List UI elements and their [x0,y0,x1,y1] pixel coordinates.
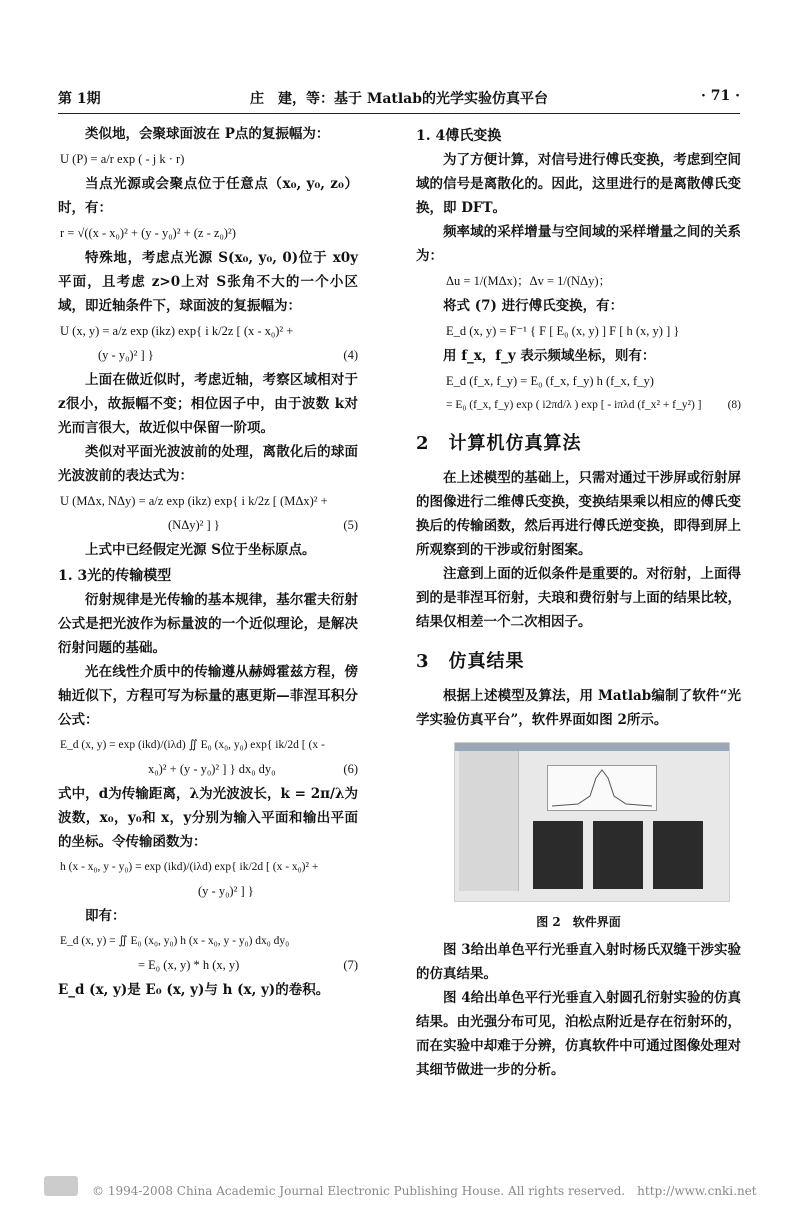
equation-4-line1: U (x, y) = a/z exp (ikz) exp{ i k/2z [ (x - x₀)² + [60,324,294,338]
equation-number: (7) [343,958,358,972]
equation-5-line1: U (MΔx, NΔy) = a/z exp (ikz) exp{ i k/2z [ (MΔx)² + [60,494,328,508]
paragraph: 将式 (7) 进行傅氏变换，有： [443,298,624,314]
paragraph: 图 3给出单色平行光垂直入射时杨氏双缝干涉实验的仿真结果。 [416,942,741,982]
intensity-plot [547,765,657,811]
equation-7-line2: = E₀ (x, y) * h (x, y) (7) [58,954,358,976]
equation-8-line2: = E₀ (f_x, f_y) exp ( i2πd/λ ) exp [ - iπλd (f_x² + f_y²) ] (8) [416,394,741,416]
section-heading-1-3: 1. 3光的传输模型 [58,568,172,584]
paragraph: E_d (x, y)是 E₀ (x, y)与 h (x, y)的卷积。 [58,982,330,998]
page-number: · 71 · [701,88,740,104]
paragraph: 式中，d为传输距离，λ为光波波长，k = 2π/λ为波数，x₀，y₀和 x，y分别为输入平面和输出平面的坐标。令传输函数为： [58,786,358,850]
paragraph: 根据上述模型及算法，用 Matlab编制了软件“光学实验仿真平台”，软件界面如图 2所示。 [416,688,741,728]
running-header [58,88,740,110]
header-rule [58,113,740,114]
paragraph: 图 4给出单色平行光垂直入射圆孔衍射实验的仿真结果。由光强分布可见，泊松点附近是存在衍射环的，而在实验中却难于分辨，仿真软件中可通过图像处理对其细节做进一步的分析。 [416,990,741,1078]
paragraph: 类似地，会聚球面波在 P点的复振幅为： [85,126,330,142]
paragraph: 在上述模型的基础上，只需对通过干涉屏或衍射屏的图像进行二维傅氏变换，变换结果乘以相应的傅氏变换后的传输函数，然后再进行傅氏逆变换，即得到屏上所观察到的干涉或衍射图案。 [416,470,741,558]
paragraph: 上面在做近似时，考虑近轴，考察区域相对于 z很小，故振幅不变；相位因子中，由于波数 k对光而言很大，故近似中保留一阶项。 [58,372,358,436]
intensity-curve [548,766,656,810]
running-title: 庄 建，等：基于 Matlab的光学实验仿真平台 [249,91,549,107]
equation-7-line1: E_d (x, y) = ∬ E₀ (x₀, y₀) h (x - x₀, y - y₀) dx₀ dy₀ [60,935,290,947]
paragraph: 频率域的采样增量与空间域的采样增量之间的关系为： [416,224,741,264]
pattern-pane-2 [593,821,643,889]
equation-fourier: E_d (x, y) = F⁻¹ { F [ E₀ (x, y) ] F [ h (x, y) ] } [446,324,680,338]
equation-2: r = √((x - x₀)² + (y - y₀)² + (z - z₀)²) [60,226,236,240]
section-heading-2: 2 计算机仿真算法 [416,433,582,454]
right-column [416,122,741,1082]
section-heading-1-4: 1. 4傅氏变换 [416,128,502,144]
issue-number: 第 1期 [58,91,101,107]
equation-5-line2: (NΔy)² ] } (5) [58,514,358,536]
window-titlebar [455,743,729,751]
paragraph: 为了方便计算，对信号进行傅氏变换，考虑到空间域的信号是离散化的。因此，这里进行的是离散傅氏变换，即 DFT。 [416,152,741,216]
paragraph: 类似对平面光波波前的处理，离散化后的球面光波波前的表达式为： [58,444,358,484]
control-panel [459,751,519,891]
paragraph: 光在线性介质中的传输遵从赫姆霍兹方程，傍轴近似下，方程可写为标量的惠更斯—菲涅耳积分公式： [58,664,358,728]
equation-6-line2: x₀)² + (y - y₀)² ] } dx₀ dy₀ (6) [58,758,358,780]
publisher-logo [44,1176,78,1196]
section-heading-3: 3 仿真结果 [416,651,525,672]
software-screenshot-figure [454,742,730,902]
equation-number: (6) [343,762,358,776]
paragraph: 上式中已经假定光源 S位于坐标原点。 [85,542,316,558]
pattern-pane-1 [533,821,583,889]
paragraph: 衍射规律是光传输的基本规律，基尔霍夫衍射公式是把光波作为标量波的一个近似理论，是解决衍射问题的基础。 [58,592,358,656]
left-column [58,122,358,1002]
paragraph: 用 f_x，f_y 表示频域坐标，则有： [443,348,656,364]
equation-number: (5) [343,518,358,532]
equation-6-line1: E_d (x, y) = exp (ikd)/(iλd) ∬ E₀ (x₀, y₀) exp{ ik/2d [ (x - [60,739,325,751]
paragraph: 当点光源或会聚点位于任意点（x₀, y₀, z₀）时，有： [58,176,358,216]
paragraph: 即有： [85,908,126,924]
equation-h-line1: h (x - x₀, y - y₀) = exp (ikd)/(iλd) exp{ ik/2d [ (x - x₀)² + [60,861,319,873]
paragraph: 特殊地，考虑点光源 S(x₀, y₀, 0)位于 x0y平面，且考虑 z>0上对 S张角不大的一个小区域，即近轴条件下，球面波的复振幅为： [58,250,358,314]
equation-1: U (P) = a/r exp ( - j k · r) [60,152,185,166]
equation-h-line2: (y - y₀)² ] } [198,884,254,898]
paragraph: 注意到上面的近似条件是重要的。对衍射，上面得到的是菲涅耳衍射，夫琅和费衍射与上面的结果比较，结果仅相差一个二次相因子。 [416,566,741,630]
pattern-pane-3 [653,821,703,889]
copyright-footer: © 1994-2008 China Academic Journal Electronic Publishing House. All rights reserved. http://www.cnki.net [92,1184,757,1198]
equation-8-line1: E_d (f_x, f_y) = E₀ (f_x, f_y) h (f_x, f_y) [446,374,654,388]
equation-delta: Δu = 1/(MΔx)；Δv = 1/(NΔy)； [446,274,611,288]
equation-4-line2: (y - y₀)² ] } (4) [58,344,358,366]
equation-number: (4) [343,348,358,362]
figure-caption: 图 2 软件界面 [536,915,621,929]
equation-number: (8) [727,399,741,411]
